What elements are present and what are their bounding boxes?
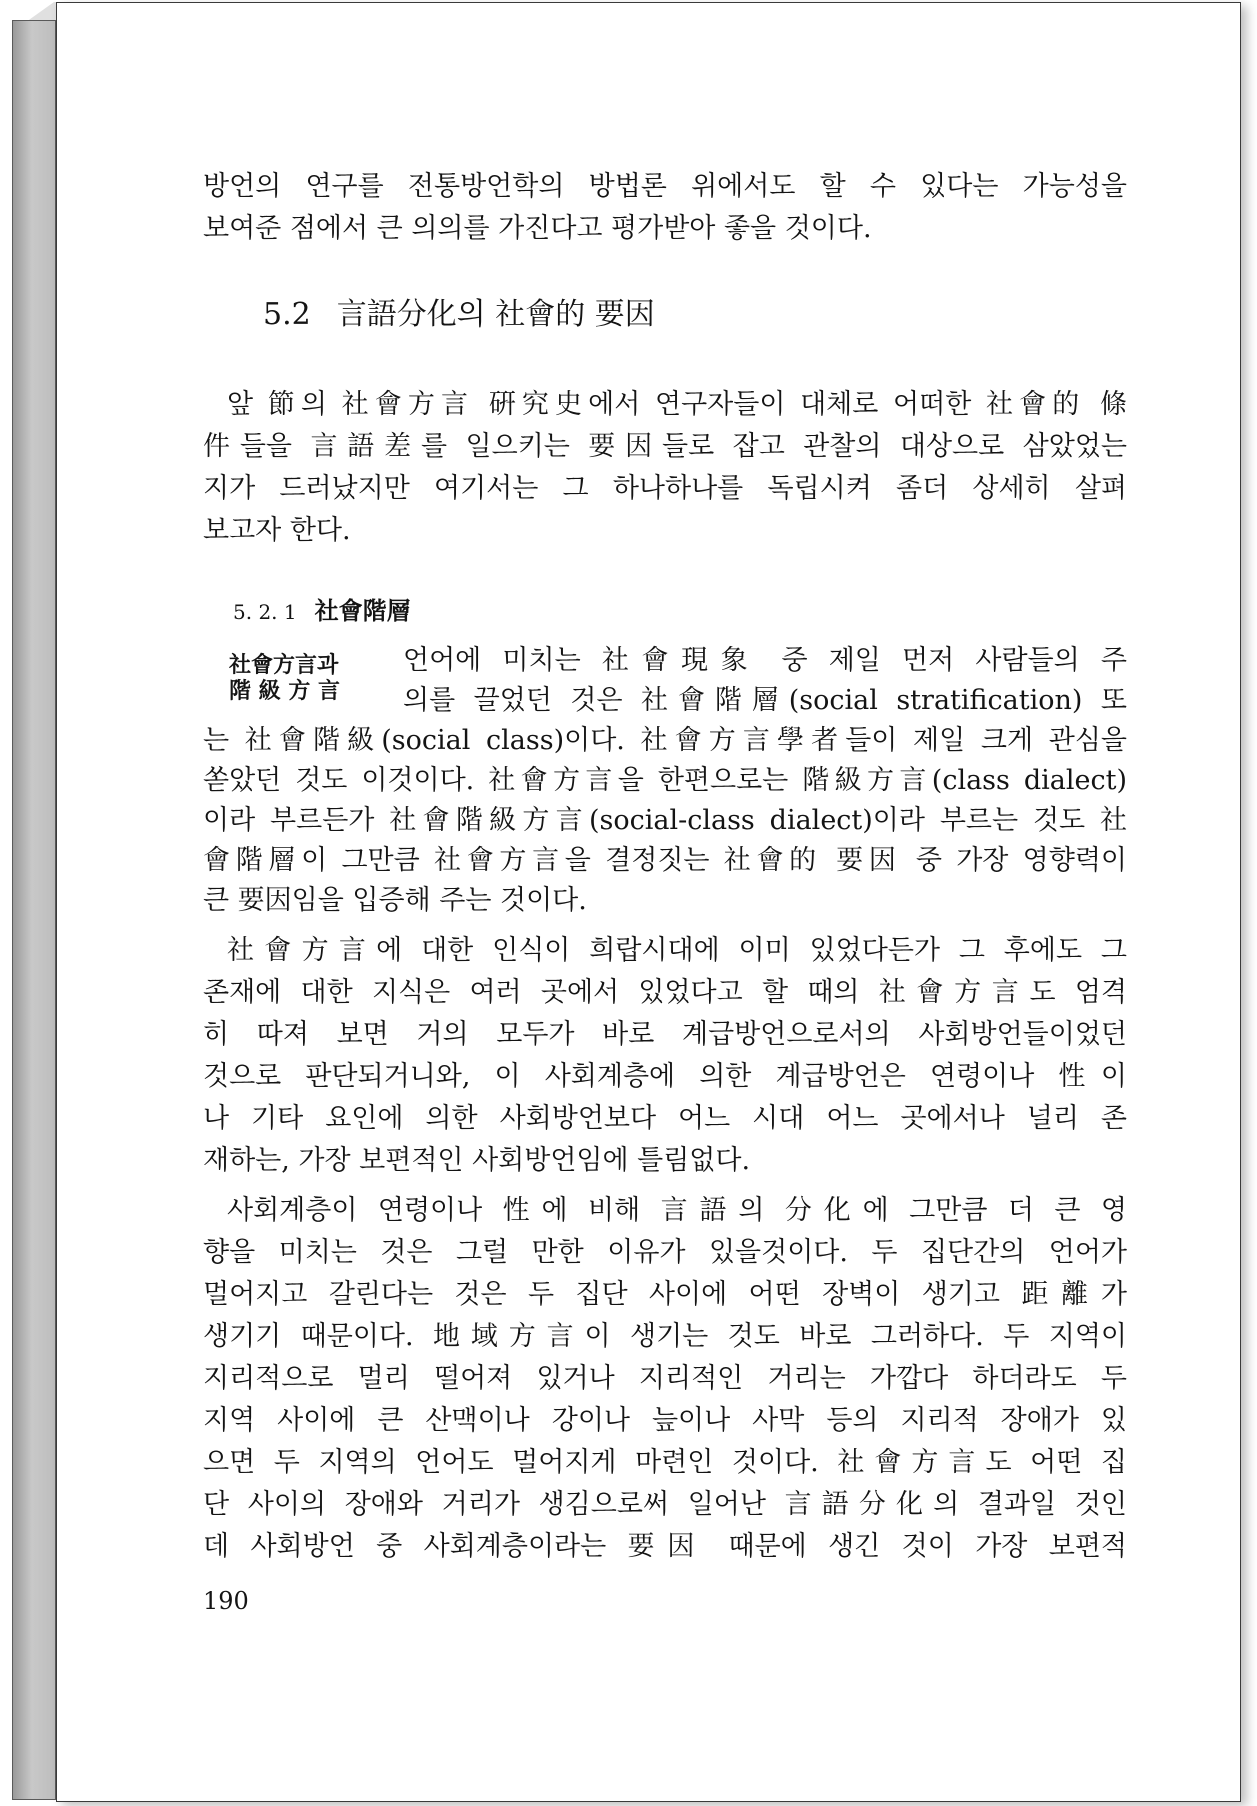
- book-spine: [12, 20, 56, 1800]
- text-line: 큰 要因임을 입증해 주는 것이다.: [203, 885, 587, 916]
- margin-note-line: 階 級 方 言: [229, 678, 340, 704]
- text-line: 의를 끌었던 것은 社會階層(social stratification) 또: [403, 685, 1127, 716]
- text-line: 쏟았던 것도 이것이다. 社會方言을 한편으로는 階級方言(class dialect): [203, 765, 1127, 796]
- subsection-number: 5. 2. 1: [233, 600, 297, 624]
- text-line: 지역 사이에 큰 산맥이나 강이나 늪이나 사막 등의 지리적 장애가 있: [203, 1405, 1127, 1436]
- subsection-title: 社會階層: [314, 596, 411, 625]
- section-number: 5.2: [263, 297, 311, 332]
- text-line: 지리적으로 멀리 떨어져 있거나 지리적인 거리는 가깝다 하더라도 두: [203, 1363, 1127, 1394]
- page-number: 190: [203, 1587, 249, 1615]
- text-line: 히 따져 보면 거의 모두가 바로 계급방언으로서의 사회방언들이었던: [203, 1019, 1127, 1050]
- text-line: 생기기 때문이다. 地域方言이 생기는 것도 바로 그러하다. 두 지역이: [203, 1321, 1127, 1352]
- text-line: 단 사이의 장애와 거리가 생김으로써 일어난 言語分化의 결과일 것인: [203, 1489, 1127, 1520]
- text-line: 으면 두 지역의 언어도 멀어지게 마련인 것이다. 社會方言도 어떤 집: [203, 1447, 1127, 1478]
- text-line: 나 기타 요인에 의한 사회방언보다 어느 시대 어느 곳에서나 널리 존: [203, 1103, 1127, 1134]
- text-line: 멀어지고 갈린다는 것은 두 집단 사이에 어떤 장벽이 생기고 距離가: [203, 1279, 1127, 1310]
- text-line: 존재에 대한 지식은 여러 곳에서 있었다고 할 때의 社會方言도 엄격: [203, 977, 1127, 1008]
- text-line: 향을 미치는 것은 그럴 만한 이유가 있을것이다. 두 집단간의 언어가: [203, 1237, 1127, 1268]
- text-line: 앞 節의 社會方言 硏究史에서 연구자들이 대체로 어떠한 社會的 條: [227, 389, 1127, 420]
- text-line: 지가 드러났지만 여기서는 그 하나하나를 독립시켜 좀더 상세히 살펴: [203, 473, 1127, 504]
- margin-note-line: 社會方言과: [229, 652, 339, 678]
- text-line: 재하는, 가장 보편적인 사회방언임에 틀림없다.: [203, 1145, 751, 1176]
- text-line: 데 사회방언 중 사회계층이라는 要因 때문에 생긴 것이 가장 보편적: [203, 1531, 1127, 1562]
- text-line: 보고자 한다.: [203, 515, 351, 546]
- text-line: 것으로 판단되거니와, 이 사회계층에 의한 계급방언은 연령이나 性이: [203, 1061, 1127, 1092]
- text-line: 보여준 점에서 큰 의의를 가진다고 평가받아 좋을 것이다.: [203, 213, 872, 244]
- text-line: 件들을 言語差를 일으키는 要因들로 잡고 관찰의 대상으로 삼았었는: [203, 431, 1127, 462]
- section-heading: [263, 295, 655, 335]
- subsection-heading: [233, 594, 411, 629]
- book-page: [56, 2, 1241, 1802]
- text-line: 會階層이 그만큼 社會方言을 결정짓는 社會的 要因 중 가장 영향력이: [203, 845, 1127, 876]
- text-line: 사회계층이 연령이나 性에 비해 言語의 分化에 그만큼 더 큰 영: [227, 1195, 1127, 1226]
- section-title: 言語分化의 社會的 要因: [336, 297, 655, 332]
- text-line: 이라 부르든가 社會階級方言(social-class dialect)이라 부르는 것도 社: [203, 805, 1127, 836]
- text-line: 언어에 미치는 社會現象 중 제일 먼저 사람들의 주: [403, 645, 1127, 676]
- text-line: 는 社會階級(social class)이다. 社會方言學者들이 제일 크게 관심을: [203, 725, 1127, 756]
- text-line: 방언의 연구를 전통방언학의 방법론 위에서도 할 수 있다는 가능성을: [203, 171, 1127, 202]
- text-line: 社會方言에 대한 인식이 희랍시대에 이미 있었다든가 그 후에도 그: [227, 935, 1127, 966]
